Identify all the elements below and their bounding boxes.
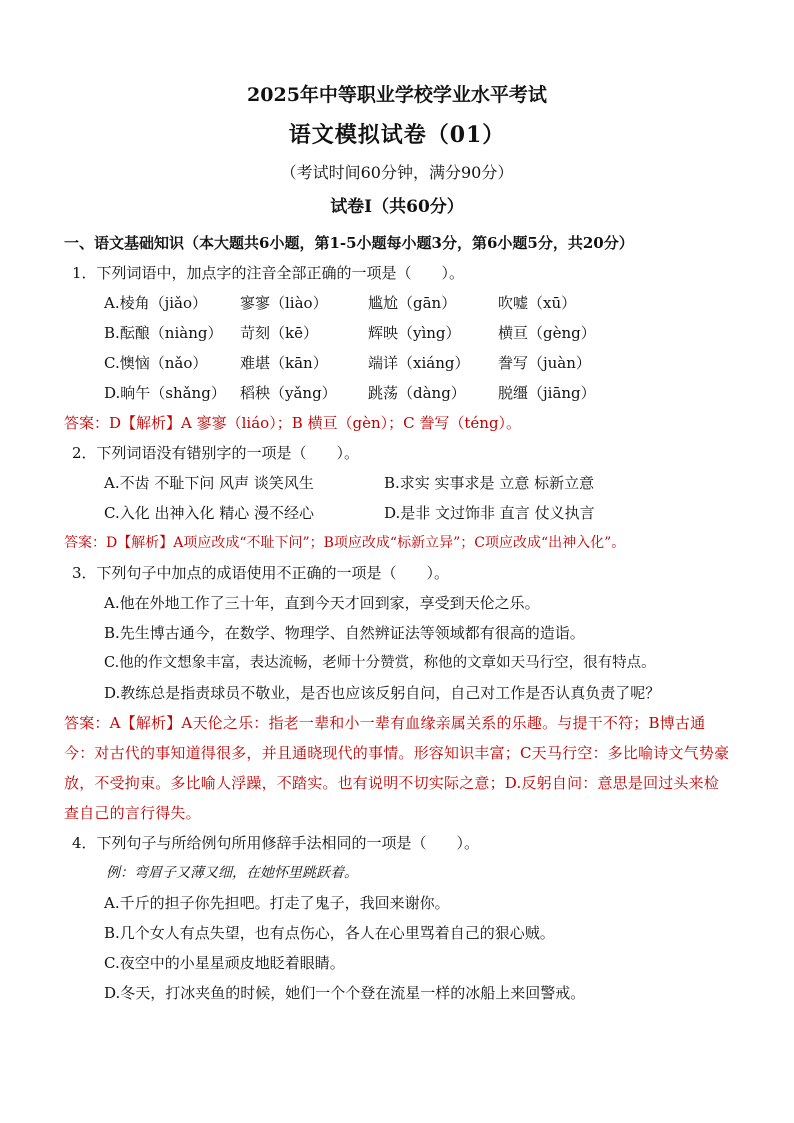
option-a: A.不齿 不耻下问 风声 谈笑风生: [104, 474, 314, 492]
question-1-row-a: [72, 288, 732, 318]
question-2-answer: 答案：D【解析】A项应改成“不耻下问”；B项应改成“标新立异”；C项应改成“出神入化”。: [64, 535, 626, 551]
option-c: C.他的作文想象丰富，表达流畅，老师十分赞赏，称他的文章如天马行空，很有特点。: [104, 655, 656, 671]
option-cell: 稻秧（yǎng）: [240, 384, 337, 402]
option-d: D.教练总是指责球员不敬业，是否也应该反躬自问，自己对工作是否认真负责了呢？: [104, 684, 661, 702]
exam-title: 2025年中等职业学校学业水平考试: [247, 84, 547, 106]
option-cell: 誊写（juàn）: [498, 354, 591, 372]
option-cell: 尴尬（gān）: [368, 294, 457, 312]
option-c: C.入化 出神入化 精心 漫不经心: [104, 504, 315, 522]
option-b: B.求实 实事求是 立意 标新立意: [384, 474, 595, 492]
option-c: C.夜空中的小星星顽皮地眨着眼睛。: [104, 954, 345, 972]
question-2-row-2: [72, 498, 732, 528]
option-a: A.千斤的担子你先担吧。打走了鬼子，我回来谢你。: [104, 894, 450, 912]
question-1-row-c: [72, 348, 732, 378]
option-cell: 辉映（yìng）: [368, 324, 461, 342]
option-cell: D.晌午（shǎng）: [104, 384, 226, 402]
example-sentence: 例：弯眉子又薄又细，在她怀里跳跃着。: [106, 865, 358, 881]
option-b: B.几个女人有点失望，也有点伤心，各人在心里骂着自己的狠心贼。: [104, 924, 555, 942]
question-1-row-d: [72, 378, 732, 408]
option-cell: 难堪（kān）: [240, 354, 328, 372]
option-cell: 寥寥（liào）: [240, 294, 328, 312]
paper-title: 语文模拟试卷（01）: [288, 122, 506, 148]
question-3-answer: 答案：A【解析】A天伦之乐：指老一辈和小一辈有血缘亲属关系的乐趣。与提干不符；B博古通今：对古代的事知道得很多，并且通晓现代的事情。形容知识丰富；C天马行空：多比喻诗文气势豪放，不受拘束。多比喻人浮躁，不踏实。也有说明不切实际之意；D.反躬自问：意思是回过头来检查自己的言行得失。: [64, 714, 730, 822]
option-cell: A.棱角（jiǎo）: [104, 294, 208, 312]
option-cell: B.酝酿（niàng）: [104, 324, 223, 342]
option-cell: 脱缰（jiāng）: [498, 384, 596, 402]
option-cell: 苛刻（kē）: [240, 324, 318, 342]
exam-content: [64, 228, 732, 1008]
option-d: D.是非 文过饰非 直言 仗义执言: [384, 504, 595, 522]
exam-info: （考试时间60分钟，满分90分）: [280, 163, 514, 182]
question-2-stem: 2．下列词语没有错别字的一项是（ ）。: [72, 444, 360, 462]
question-4-stem: 4．下列句子与所给例句所用修辞手法相同的一项是（ ）。: [72, 834, 480, 852]
question-1-answer: 答案：D【解析】A 寥寥（liáo）；B 横亘（gèn）；C 誊写（téng）。: [64, 414, 522, 432]
option-cell: C.懊恼（nǎo）: [104, 354, 208, 372]
question-1-row-b: [72, 318, 732, 348]
question-3-stem: 3．下列句子中加点的成语使用不正确的一项是（ ）。: [72, 564, 450, 582]
option-d: D.冬天，打冰夹鱼的时候，她们一个个登在流星一样的冰船上来回警戒。: [104, 984, 586, 1002]
option-cell: 跳荡（dàng）: [368, 384, 466, 402]
question-1-stem: 1．下列词语中，加点字的注音全部正确的一项是（ ）。: [72, 264, 465, 282]
option-cell: 吹嘘（xū）: [498, 294, 577, 312]
option-cell: 横亘（gèng）: [498, 324, 596, 342]
option-a: A.他在外地工作了三十年，直到今天才回到家，享受到天伦之乐。: [104, 594, 540, 612]
section-title: 一、语文基础知识（本大题共6小题，第1-5小题每小题3分，第6小题5分，共20分）: [64, 234, 634, 252]
question-2-row-1: [72, 468, 732, 498]
option-b: B.先生博古通今，在数学、物理学、自然辨证法等领域都有很高的造诣。: [104, 624, 585, 642]
option-cell: 端详（xiáng）: [368, 354, 470, 372]
part-title: 试卷Ⅰ（共60分）: [330, 197, 464, 217]
